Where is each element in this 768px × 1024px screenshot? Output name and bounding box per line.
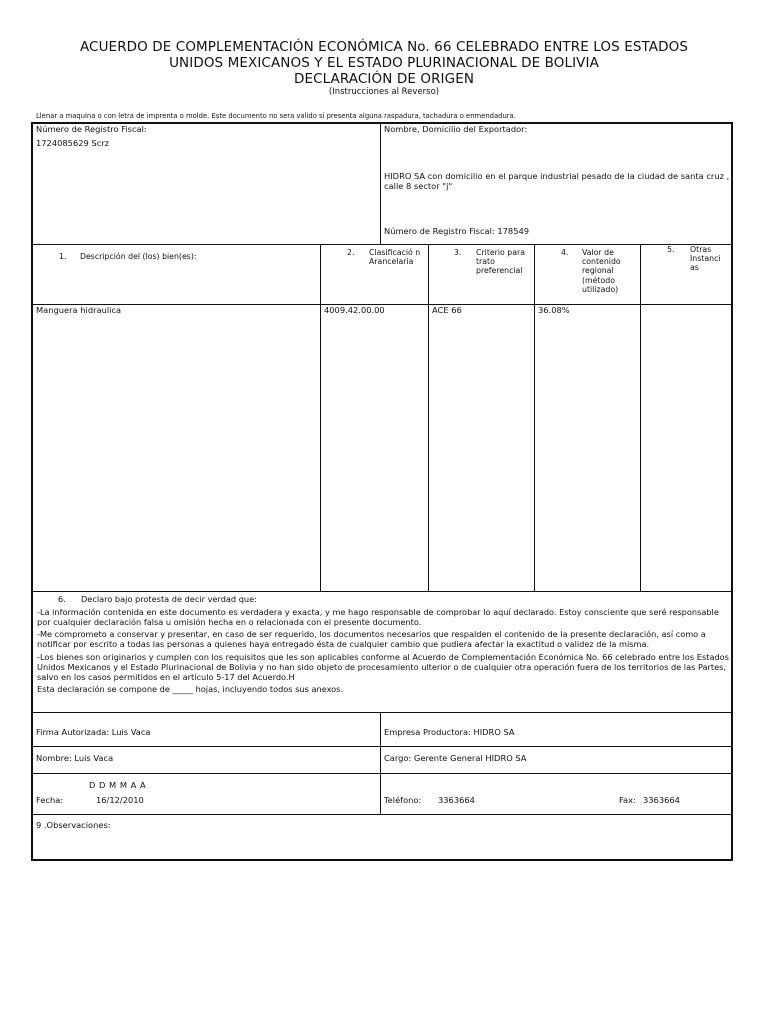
fill-instructions: Llenar a maquina o con letra de imprenta o molde. Este documento no sera valido si presenta alguna raspadura, tachadura o enmendadura. bbox=[36, 112, 516, 120]
col-3-header: Criterio para trato preferencial bbox=[476, 248, 526, 276]
goods-description: Manguera hidraulica bbox=[36, 305, 122, 315]
title-line-1: ACUERDO DE COMPLEMENTACIÓN ECONÓMICA No. 66 CELEBRADO ENTRE LOS ESTADOS bbox=[79, 39, 689, 55]
divider bbox=[33, 773, 731, 774]
divider bbox=[33, 244, 731, 245]
divider bbox=[33, 591, 731, 592]
fecha-value: 16/12/2010 bbox=[96, 795, 144, 805]
observaciones-label: 9 .Observaciones: bbox=[36, 820, 111, 830]
date-format-hint: D D M M A A bbox=[89, 780, 147, 790]
col-3-num: 3. bbox=[454, 248, 462, 257]
declaration-paragraph-1: -La información contenida en este documento es verdadera y exacta, y me hago responsable de comprobar lo aquí declarado. Estoy consciente que seré responsable por cualquier declaración falsa u omisión hecha en o relacionada con el presente documento. bbox=[37, 606, 719, 627]
title-line-3: DECLARACIÓN DE ORIGEN bbox=[293, 71, 475, 87]
divider bbox=[33, 712, 731, 713]
goods-regional-value: 36.08% bbox=[538, 305, 570, 315]
declaration-heading: Declaro bajo protesta de decir verdad que: bbox=[81, 594, 257, 604]
col-4-num: 4. bbox=[561, 248, 569, 257]
exporter-name-label: Nombre, Domicilio del Exportador: bbox=[384, 124, 528, 134]
declaration-paragraph-4: Esta declaración se compone de _____ hojas, incluyendo todos sus anexos. bbox=[37, 684, 344, 695]
registro-fiscal-label: Número de Registro Fiscal: bbox=[36, 124, 147, 134]
declaration-section bbox=[37, 595, 731, 698]
col-5-num: 5. bbox=[667, 245, 675, 254]
fax-value: 3363664 bbox=[643, 795, 680, 805]
document-subtitle: (Instrucciones al Reverso) bbox=[328, 87, 440, 97]
divider bbox=[33, 746, 731, 747]
declaration-paragraph-3: -Los bienes son originarios y cumplen con los requisitos que les son aplicables conforme al Acuerdo de Complementación Económica No. 66 celebrado entre los Estados Unidos Mexicanos y el Estado Plurinacional de Bolivia y no han sido objeto de procesamiento ulterior o de cualquier otra operación fuera de los territorios de las Partes, salvo en los casos permitidos en el artículo 5-17 del Acuerdo.H bbox=[37, 651, 729, 682]
cargo: Cargo: Gerente General HIDRO SA bbox=[384, 753, 527, 763]
goods-criterion: ACE 66 bbox=[432, 305, 462, 315]
col-1-header: Descripción del (los) bien(es): bbox=[80, 252, 197, 261]
telefono-value: 3363664 bbox=[438, 795, 475, 805]
title-line-2: UNIDOS MEXICANOS Y EL ESTADO PLURINACIONAL DE BOLIVIA bbox=[169, 55, 599, 71]
col-1-num: 1. bbox=[59, 252, 67, 261]
empresa-productora: Empresa Productora: HIDRO SA bbox=[384, 727, 515, 737]
col-2-num: 2. bbox=[347, 248, 355, 257]
declaration-paragraph-2: -Me comprometo a conservar y presentar, en caso de ser requerido, los documentos necesarios que respalden el contenido de la presente declaración, así como a notificar por escrito a todas las personas a quienes haya entregado ésta de cualquier cambio que pudiera afectar la exactitud o validez de la misma. bbox=[37, 629, 706, 650]
col-2-header: Clasificació n Arancelaria bbox=[369, 248, 421, 267]
registro-fiscal-value: 1724085629 Scrz bbox=[36, 138, 110, 148]
exporter-name-value: HIDRO SA con domicilio en el parque industrial pesado de la ciudad de santa cruz , calle 8 sector "j" bbox=[384, 171, 730, 192]
col-5-header: Otras Instanci as bbox=[690, 245, 721, 273]
divider bbox=[320, 244, 321, 591]
divider bbox=[534, 244, 535, 591]
col-4-header: Valor de contenido regional (método utilizado) bbox=[582, 248, 621, 294]
declaration-num: 6. bbox=[58, 594, 66, 604]
document-title bbox=[0, 39, 768, 87]
fax-label: Fax: bbox=[619, 795, 636, 805]
nombre: Nombre: Luis Vaca bbox=[36, 753, 114, 763]
telefono-label: Teléfono: bbox=[384, 795, 422, 805]
exporter-registro-fiscal: Número de Registro Fiscal: 178549 bbox=[384, 226, 530, 236]
divider bbox=[33, 814, 731, 815]
divider bbox=[640, 244, 641, 591]
divider bbox=[380, 124, 381, 244]
origin-declaration-form bbox=[31, 122, 733, 861]
divider bbox=[428, 244, 429, 591]
fecha-label: Fecha: bbox=[36, 795, 64, 805]
firma-autorizada: Firma Autorizada: Luis Vaca bbox=[36, 727, 151, 737]
divider bbox=[380, 712, 381, 814]
goods-tariff: 4009.42.00.00 bbox=[324, 305, 385, 315]
